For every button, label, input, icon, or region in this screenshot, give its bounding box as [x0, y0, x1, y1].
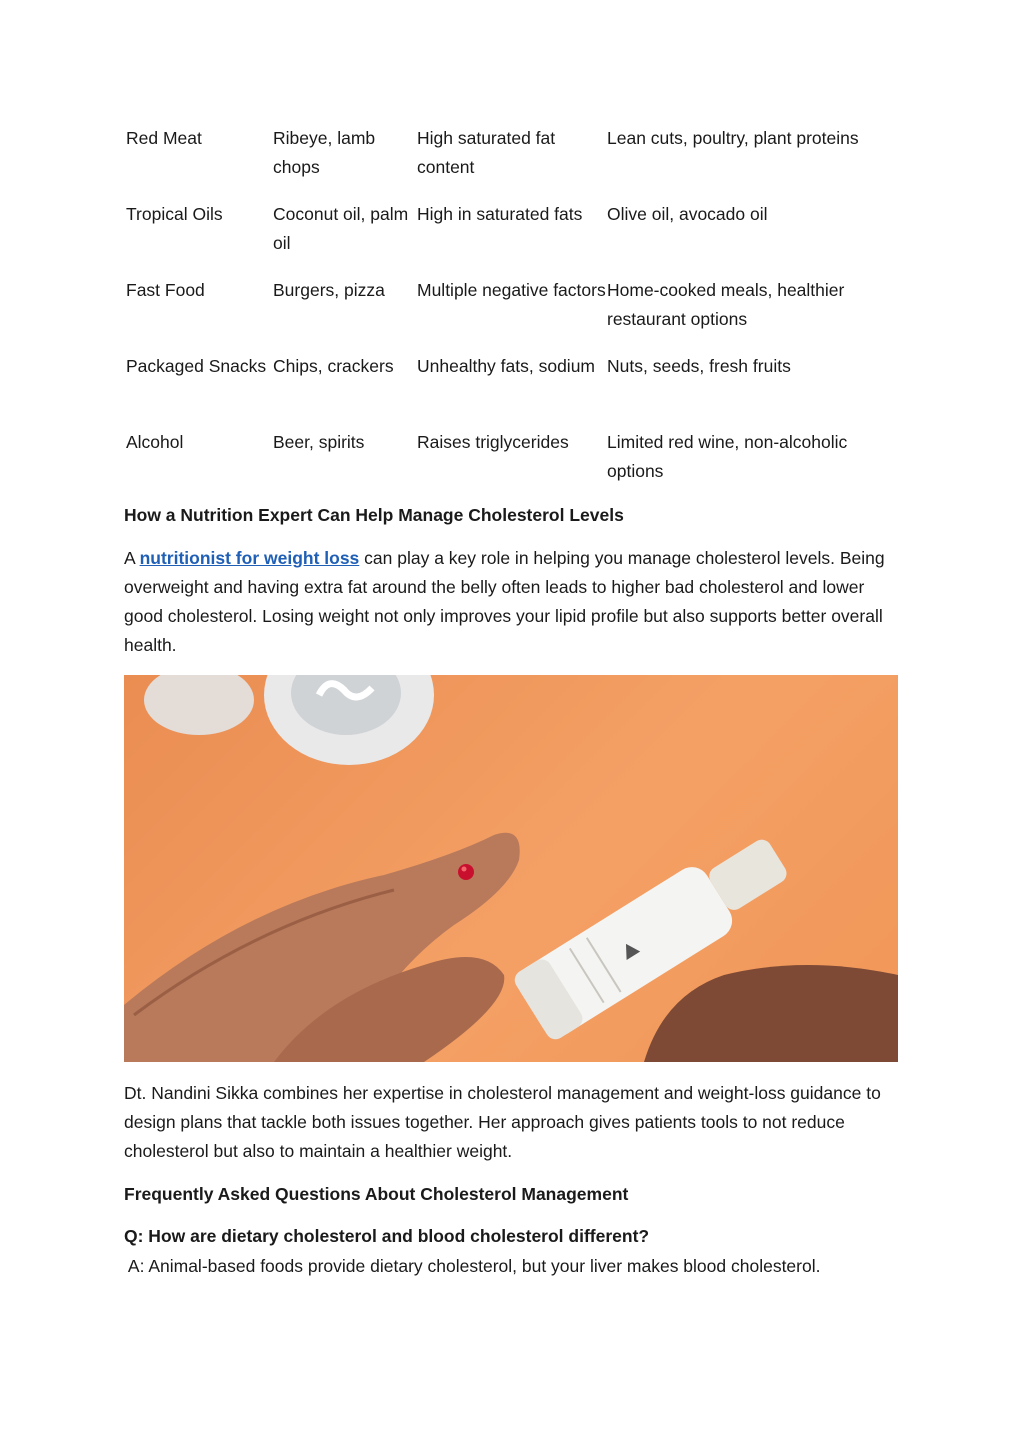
blood-test-photo	[124, 675, 898, 1062]
table-cell-category: Red Meat	[126, 128, 202, 148]
table-row	[124, 352, 904, 428]
table-cell-concern: Multiple negative factors	[417, 280, 606, 300]
expert-paragraph: Dt. Nandini Sikka combines her expertise in cholesterol management and weight-loss guidance to design plans that tackle both issues together. Her approach gives patients tools to not reduce cholesterol but also to maintain a healthier weight.	[124, 1083, 881, 1161]
blood-drop	[458, 864, 474, 880]
faq-answer: A: Animal-based foods provide dietary cholesterol, but your liver makes blood cholesterol.	[124, 1256, 821, 1276]
table-cell-examples: Beer, spirits	[273, 432, 365, 452]
paragraph-text: can play a key role in helping you manage cholesterol levels. Being overweight and having extra fat around the belly often leads to higher bad cholesterol and lower good cholesterol. Losing weight not only improves your lipid profile but also supports better overall health.	[124, 548, 885, 655]
table-cell-examples: Ribeye, lamb chops	[273, 128, 376, 177]
table-cell-concern: Unhealthy fats, sodium	[417, 356, 596, 376]
table-cell-alternative: Nuts, seeds, fresh fruits	[607, 356, 791, 376]
table-cell-alternative: Olive oil, avocado oil	[607, 204, 768, 224]
table-cell-category: Alcohol	[126, 432, 184, 452]
table-cell-alternative: Lean cuts, poultry, plant proteins	[607, 128, 859, 148]
foods-table	[124, 124, 904, 504]
right-hand	[644, 965, 898, 1062]
device-corner	[144, 675, 254, 735]
table-cell-examples: Chips, crackers	[273, 356, 394, 376]
table-cell-category: Fast Food	[126, 280, 205, 300]
table-cell-alternative: Limited red wine, non-alcoholic options	[607, 432, 848, 481]
table-cell-alternative: Home-cooked meals, healthier restaurant options	[607, 280, 845, 329]
table-cell-concern: High in saturated fats	[417, 204, 583, 224]
table-cell-concern: High saturated fat content	[417, 128, 556, 177]
table-cell-examples: Burgers, pizza	[273, 280, 385, 300]
table-row	[124, 200, 904, 276]
table-cell-examples: Coconut oil, palm oil	[273, 204, 409, 253]
table-row	[124, 428, 904, 504]
section-heading: How a Nutrition Expert Can Help Manage Cholesterol Levels	[124, 505, 624, 525]
table-row	[124, 124, 904, 200]
intro-paragraph	[124, 544, 899, 660]
table-cell-category: Tropical Oils	[126, 204, 223, 224]
faq-heading: Frequently Asked Questions About Cholesterol Management	[124, 1184, 629, 1204]
faq-question: Q: How are dietary cholesterol and blood cholesterol different?	[124, 1226, 650, 1246]
table-cell-category: Packaged Snacks	[126, 356, 267, 376]
table-cell-concern: Raises triglycerides	[417, 432, 569, 452]
glucometer-finger-illustration	[124, 675, 898, 1062]
nutritionist-link[interactable]: nutritionist for weight loss	[139, 548, 360, 568]
paragraph-text: A	[124, 548, 140, 568]
table-row	[124, 276, 904, 352]
